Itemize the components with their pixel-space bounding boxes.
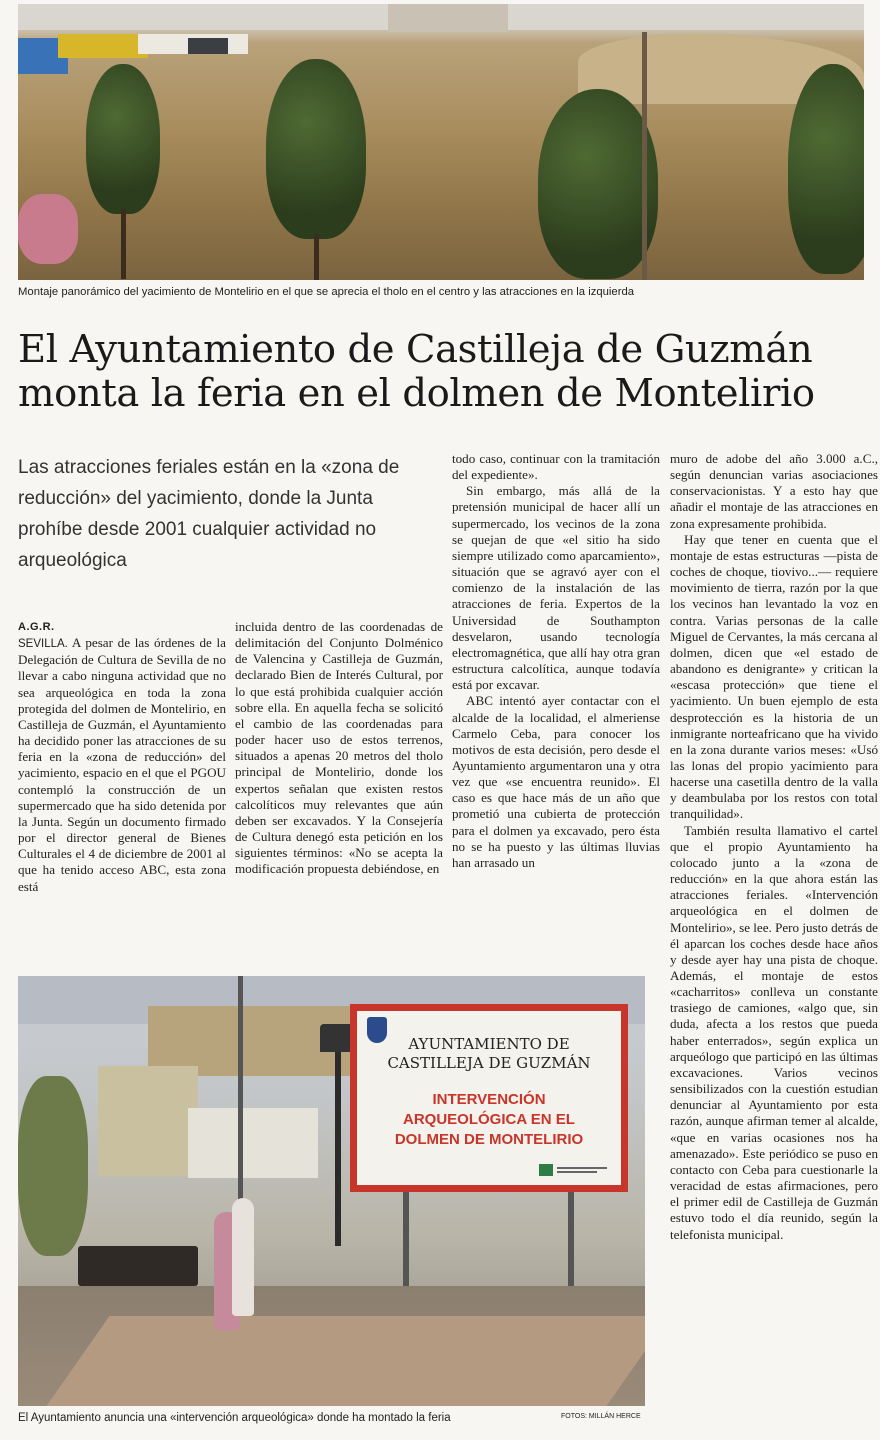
photo-panorama-montelirio — [18, 4, 864, 280]
paragraph: todo caso, continuar con la tramitación del expediente». — [452, 451, 660, 483]
sign-red-line-1: INTERVENCIÓN — [432, 1091, 546, 1108]
walkway — [46, 1316, 645, 1406]
sign-red-line-2: ARQUEOLÓGICA EN EL — [403, 1111, 575, 1128]
article-column-2 — [235, 619, 443, 878]
sign-post — [568, 1192, 574, 1292]
paragraph — [18, 635, 226, 895]
sign-line-2: CASTILLEJA DE GUZMÁN — [387, 1054, 591, 1072]
paragraph: muro de adobe del año 3.000 a.C., según denuncian varias asociaciones conservacionistas. Y a esto hay que añadir el montaje de las atracciones en zona expresamente prohibida. — [670, 451, 878, 531]
junta-logo-icon — [539, 1161, 609, 1179]
utility-pole — [642, 32, 647, 280]
paragraph: Hay que tener en cuenta que el montaje de estas estructuras —pista de coches de choque, tiovivo...— requiere movimiento de tierra, razón por la que los vecinos han levantado la voz en contra. Varias personas de la calle Miguel de Cervantes, la más cercana al dolmen, dicen que «el estado de abandono es denigrante» y critican la «escasa protección» que tiene el yacimiento. Un buen ejemplo de esta desprotección es la historia de un inmigrante norteafricano que ha vivido en la zona durante varios meses: «Usó las lonas del propio yacimiento para hacerse una casetilla dentro de la valla y deambulaba por los restos con total tranquilidad». — [670, 531, 878, 822]
headline — [18, 328, 868, 416]
headline-line-1: El Ayuntamiento de Castilleja de Guzmán — [18, 327, 813, 372]
pedestrian — [232, 1198, 254, 1316]
byline: A.G.R. — [18, 621, 55, 633]
paragraph: incluida dentro de las coordenadas de delimitación del Conjunto Dolménico de Valencina y Castilleja de Guzmán, declarado Bien de Interés Cultural, por lo que está prohibida cualquier acción sobre ella. En aquella fecha se solicitó el cambio de las coordenadas para poder hacer uso de estos terrenos, situados a apenas 20 metros del tholo principal de Montelirio, donde los expertos señalan que existen restos calcolíticos muy relevantes que aún deben ser excavados. Y la Consejería de Cultura denegó esta petición en los siguientes términos: «No se acepta la modificación propuesta debiéndose, en — [235, 619, 443, 877]
flowering-bush — [18, 194, 78, 264]
article-column-1 — [18, 619, 226, 895]
tree — [788, 64, 864, 274]
photo-bottom-caption: El Ayuntamiento anuncia una «intervención arqueológica» donde ha montado la feria — [18, 1412, 451, 1424]
dateline-city: SEVILLA. — [18, 638, 68, 651]
distant-buildings — [388, 4, 508, 32]
tree-trunk — [314, 234, 319, 280]
sidewalk — [18, 1286, 645, 1406]
fair-booth — [98, 1066, 198, 1176]
bench — [78, 1246, 198, 1286]
paragraph: Sin embargo, más allá de la pretensión municipal de hacer allí un supermercado, los vecinos de la zona se quejan de que «el sitio ha sido siempre utilizado como aparcamiento», situación que se agravó ayer con el comienzo de la instalación de las atracciones de feria. Expertos de la Universidad de Southampton desvelaron, usando tecnología electromagnética, que allí hay otra gran estructura calcolítica, aunque todavía está por excavar. — [452, 483, 660, 693]
sign-board — [350, 1004, 628, 1192]
deck-subtitle: Las atracciones feriales están en la «zona de reducción» del yacimiento, donde la Junta prohíbe desde 2001 cualquier actividad no arqueológica — [18, 457, 400, 571]
tree — [86, 64, 160, 214]
article-column-4 — [670, 451, 878, 1243]
tree-trunk — [121, 209, 126, 279]
article-column-3 — [452, 451, 660, 871]
paragraph: ABC intentó ayer contactar con el alcalde de la localidad, el almeriense Carmelo Ceba, para conocer los motivos de esta decisión, pero desde el Ayuntamiento argumentaron una y otra vez que «se encuentra reunido». El caso es que hace más de un año que prometió una cubierta de protección para el dolmen ya excavado, pero ésta no se ha puesto y las últimas lluvias han arrasado un — [452, 693, 660, 870]
sign-panel — [357, 1011, 621, 1185]
sign-red-line-3: DOLMEN DE MONTELIRIO — [394, 1131, 584, 1148]
tree — [266, 59, 366, 239]
camper-van — [188, 1108, 318, 1178]
sign-line-1: AYUNTAMIENTO DE — [408, 1035, 570, 1053]
photo-sign-montelirio — [18, 976, 645, 1406]
fair-trailer-dark — [188, 38, 228, 54]
street-lamp — [335, 1046, 341, 1246]
bush — [18, 1076, 88, 1256]
paragraph-text: A pesar de las órdenes de la Delegación de Cultura de Sevilla de no llevar a cabo ninguna actividad que no sea arqueológica en toda la zona protegida del dolmen de Montelirio, en Castilleja de Guzmán, el Ayuntamiento ha decidido poner las atracciones de su feria en la «zona de reducción» del yacimiento, espacio en el que el PGOU contempló la construcción de un supermercado que ha sido detenida por la Junta. Según un documento firmado por el director general de Bienes Culturales el 4 de diciembre de 2001 al que ha tenido acceso ABC, esta zona está — [18, 635, 226, 894]
paragraph: También resulta llamativo el cartel que el propio Ayuntamiento ha colocado junto a la «zona de reducción» en la que ahora están las atracciones feriales. «Intervención arqueológica en el dolmen de Montelirio», se lee. Pero justo detrás de él aparcan los coches desde hace años y desde ayer hay una pista de choque. Además, el montaje de estos «cacharritos» conlleva un constante trasiego de camiones, «algo que, sin duda, afecta a los restos que pueda haber enterrados», según explica un arqueólogo que participó en las últimas excavaciones. Varios vecinos sensibilizados con la cuestión estudian denunciar al Ayuntamiento por esta razón, aunque afirman temer al alcalde, «que en varias ocasiones nos ha amenazado». Este periódico se puso en contacto con Ceba para cuestionarle la veracidad de estas afirmaciones, pero el primer edil de Castilleja de Guzmán estuvo todo el día reunido, según la telefonista municipal. — [670, 822, 878, 1242]
tree — [538, 89, 658, 279]
sign-post — [403, 1192, 409, 1292]
headline-line-2: monta la feria en el dolmen de Montelirio — [18, 371, 815, 416]
photo-credit: FOTOS: MILLÁN HERCE — [561, 1413, 641, 1420]
fair-truck — [58, 34, 148, 58]
photo-top-caption: Montaje panorámico del yacimiento de Montelirio en el que se aprecia el tholo en el centro y las atracciones en la izquierda — [18, 286, 635, 298]
